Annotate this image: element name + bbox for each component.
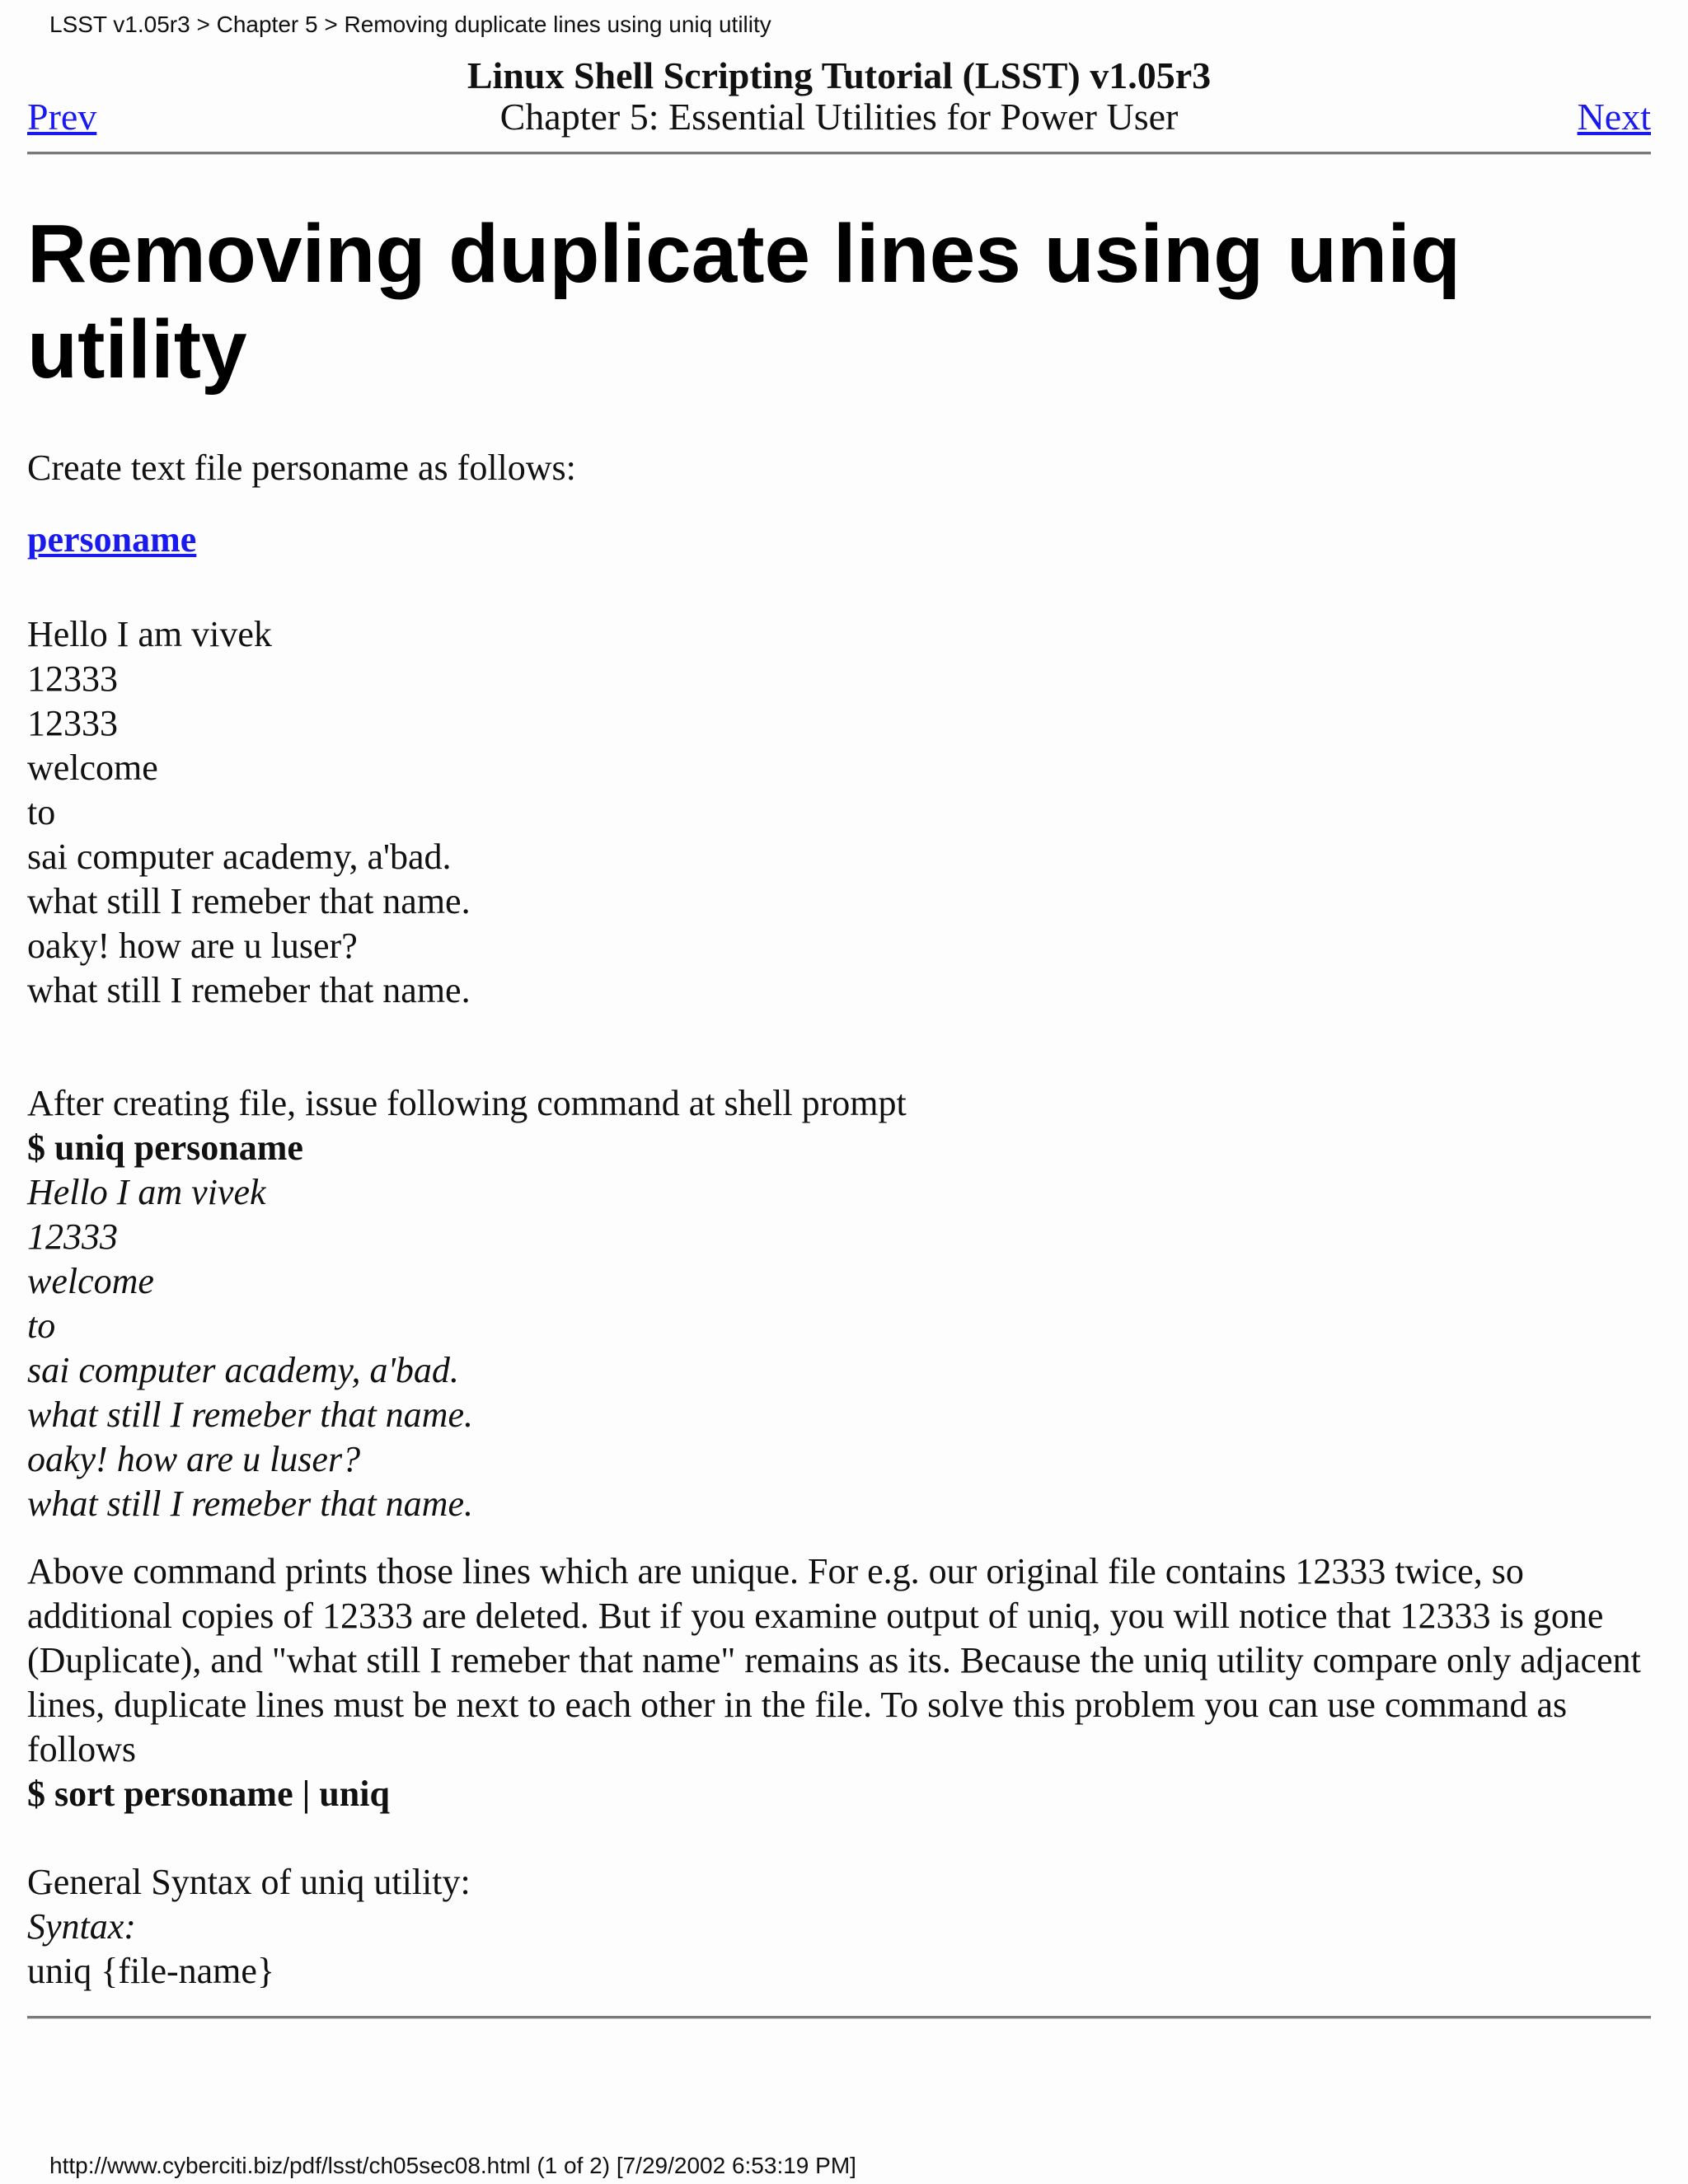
after-creating-text: After creating file, issue following command at shell prompt xyxy=(27,1083,907,1123)
file-line: to xyxy=(27,792,56,832)
output-line: Hello I am vivek xyxy=(27,1172,266,1212)
output-line: welcome xyxy=(27,1261,154,1301)
command-block xyxy=(27,1081,1651,1170)
tutorial-title: Linux Shell Scripting Tutorial (LSST) v1.05r3 xyxy=(467,54,1212,96)
prev-link[interactable]: Prev xyxy=(27,96,97,138)
file-line: welcome xyxy=(27,748,158,788)
top-divider xyxy=(27,152,1651,155)
personame-file-link[interactable]: personame xyxy=(27,519,197,560)
bottom-divider xyxy=(27,2016,1651,2019)
output-line: what still I remeber that name. xyxy=(27,1483,473,1524)
print-footer: http://www.cyberciti.biz/pdf/lsst/ch05sec08.html (1 of 2) [7/29/2002 6:53:19 PM] xyxy=(49,2153,856,2178)
explanation-paragraph xyxy=(27,1549,1651,1816)
file-line: Hello I am vivek xyxy=(27,614,272,654)
file-listing xyxy=(27,612,1651,1013)
syntax-value: uniq {file-name} xyxy=(27,1951,275,1991)
next-link[interactable]: Next xyxy=(1577,96,1651,138)
output-line: sai computer academy, a'bad. xyxy=(27,1350,459,1390)
page-title: Removing duplicate lines using uniq utility xyxy=(27,208,1461,396)
navigation-header xyxy=(27,54,1651,142)
output-line: to xyxy=(27,1305,56,1346)
explanation-text: Above command prints those lines which are unique. For e.g. our original file contains 12333 twice, so additional copies of 12333 are deleted. But if you examine output of uniq, you will notice that 12333 is gone (Duplicate), and "what still I remeber that name" remains as its. Because the uniq utility compare only adjacent lines, duplicate lines must be next to each other in the file. To solve this problem you can use command as follows xyxy=(27,1551,1641,1769)
file-line: sai computer academy, a'bad. xyxy=(27,837,452,877)
file-line: what still I remeber that name. xyxy=(27,881,471,921)
output-line: what still I remeber that name. xyxy=(27,1394,473,1435)
print-header: LSST v1.05r3 > Chapter 5 > Removing duplicate lines using uniq utility xyxy=(49,12,771,37)
file-line: oaky! how are u luser? xyxy=(27,926,358,966)
uniq-command: $ uniq personame xyxy=(27,1127,303,1168)
output-line: oaky! how are u luser? xyxy=(27,1439,361,1479)
file-line: 12333 xyxy=(27,703,118,743)
command-output xyxy=(27,1170,1651,1526)
syntax-label: Syntax: xyxy=(27,1906,136,1947)
output-line: 12333 xyxy=(27,1216,118,1257)
syntax-section xyxy=(27,1860,1651,1994)
intro-paragraph: Create text file personame as follows: xyxy=(27,448,576,488)
file-line: 12333 xyxy=(27,658,118,699)
general-syntax-text: General Syntax of uniq utility: xyxy=(27,1862,471,1902)
chapter-subtitle: Chapter 5: Essential Utilities for Power User xyxy=(499,96,1179,138)
file-line: what still I remeber that name. xyxy=(27,970,471,1010)
sort-uniq-command: $ sort personame | uniq xyxy=(27,1774,390,1814)
